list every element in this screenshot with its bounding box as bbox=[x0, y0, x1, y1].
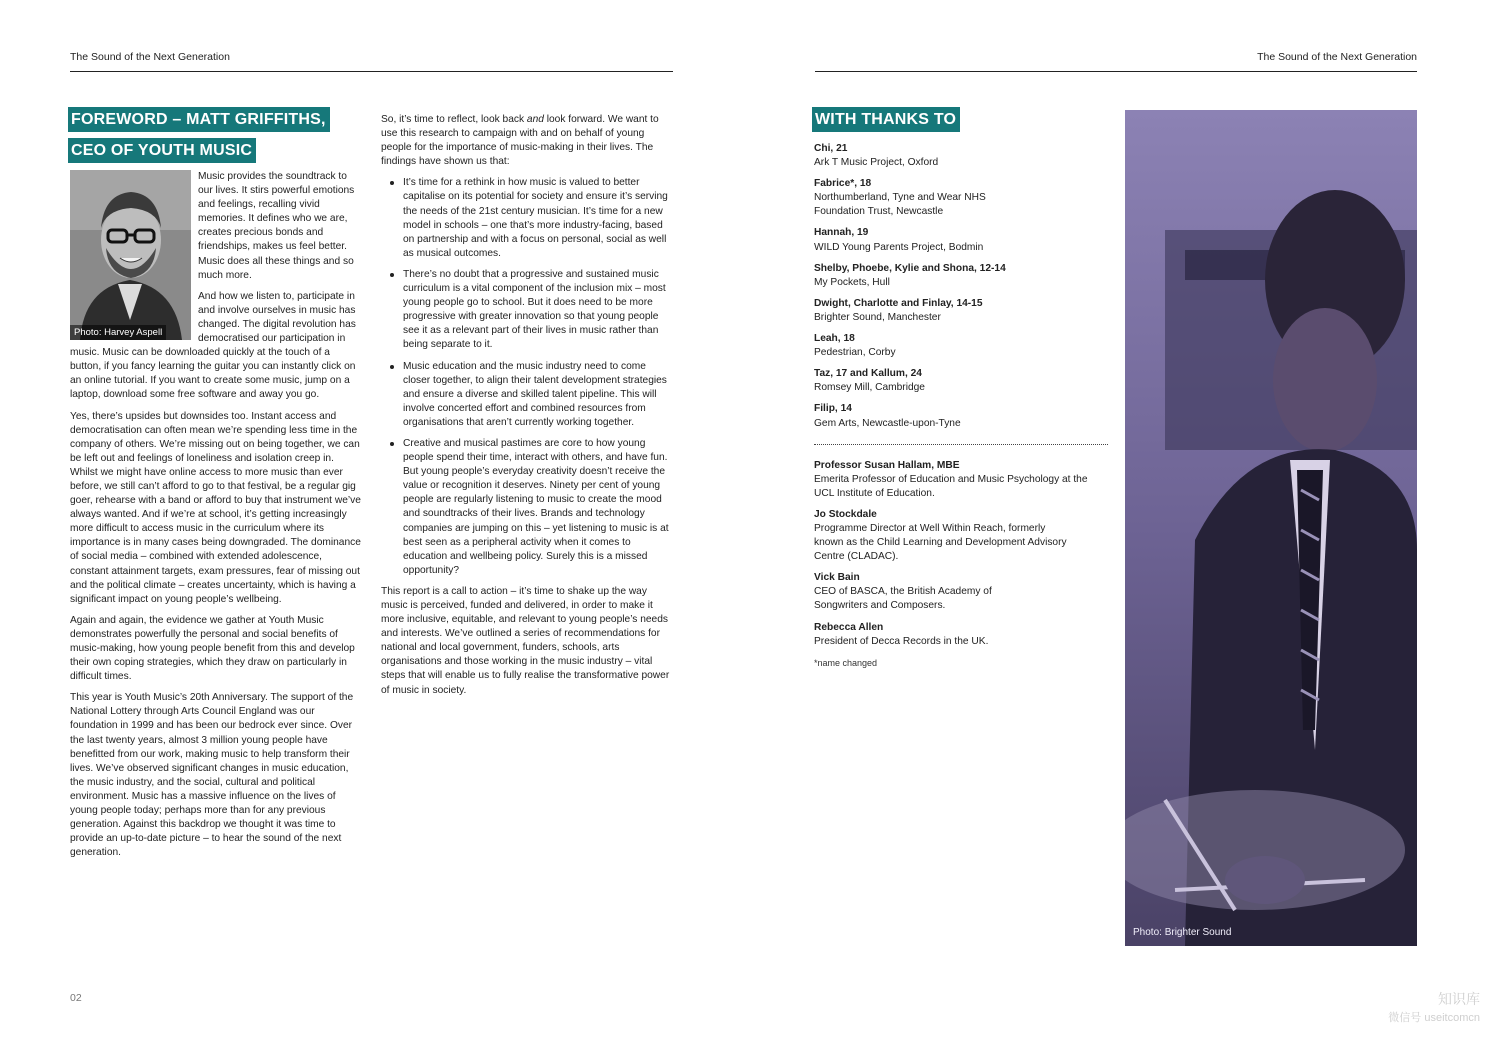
foreword-intro: So, it’s time to reflect, look back and look forward. We want to use this research to campaign with and on behalf of young people for the importance of music-making in their lives. The findings have shown us that: bbox=[381, 114, 659, 168]
foreword-para: Yes, there’s upsides but downsides too. Instant access and democratisation can often mean we’re spending less time in the company of others. We’re missing out on being together, we can be left out and feelings of loneliness and isolation creep in. Whilst we might have online access to more music than ever before, we still can’t afford to go to that festival, be a regular gig goer, rehearse with a band or afford to buy that instrument we’ve always wanted. And if we’re at school, it’s getting increasingly more difficult to access music in the curriculum where its importance is in many cases being downgraded. The dominance of social media – combined with extended adolescence, constant attainment targets, exam pressures, fear of missing out and the political climate – creates uncertainty, which is having a significant impact on young people’s wellbeing. bbox=[70, 410, 361, 605]
thanks-column bbox=[812, 107, 1108, 670]
foreword-para: Again and again, the evidence we gather at Youth Music demonstrates powerfully the personal and social benefits of music-making, how young people benefit from this and develop their own coping strategies, which they draw on particularly in difficult times. bbox=[70, 614, 355, 683]
thanks-entry: Shelby, Phoebe, Kylie and Shona, 12-14 My Pockets, Hull bbox=[814, 262, 1006, 288]
drummer-figure bbox=[1125, 110, 1417, 946]
portrait-photo bbox=[70, 170, 191, 340]
running-head: The Sound of the Next Generation bbox=[1257, 51, 1417, 63]
foreword-column-1 bbox=[68, 107, 363, 867]
list-item: Creative and musical pastimes are core to how young people spend their time, interact with others, and have fun. But young people’s everyday creativity doesn’t receive the value or recognition it deserves. Ninety per cent of young people are regularly listening to music to create the mood and soundtracks of their lives. Brands and technology companies are jumping on this – yet listening to music is at best seen as a peripheral activity when it comes to education and wellbeing policy. Surely this is a missed opportunity? bbox=[403, 437, 675, 578]
header-rule bbox=[70, 71, 673, 72]
portrait-caption: Photo: Harvey Aspell bbox=[70, 325, 166, 340]
drummer-photo bbox=[1125, 110, 1417, 946]
foreword-outro: This report is a call to action – it’s time to shake up the way music is perceived, funded and delivered, in order to make it more inclusive, equitable, and relevant to young people’s needs and interests. We’ve outlined a series of recommendations for national and local government, funders, schools, arts organisations and those working in the music industry – vital steps that will enable us to fully realise the transformative power of music in society. bbox=[381, 585, 670, 696]
thanks-entry: Professor Susan Hallam, MBE Emerita Professor of Education and Music Psychology at the UCL Institute of Education. bbox=[814, 459, 1088, 499]
footnote: *name changed bbox=[814, 657, 878, 668]
thanks-entry: Jo Stockdale Programme Director at Well Within Reach, formerly known as the Child Learning and Development Advisory Centre (CLADAC). bbox=[814, 508, 1067, 563]
thanks-entry: Vick Bain CEO of BASCA, the British Academy of Songwriters and Composers. bbox=[814, 572, 992, 612]
photo-caption: Photo: Brighter Sound bbox=[1133, 927, 1232, 938]
thanks-entry: Taz, 17 and Kallum, 24 Romsey Mill, Cambridge bbox=[814, 368, 925, 394]
foreword-column-2 bbox=[381, 113, 675, 705]
foreword-para: This year is Youth Music’s 20th Anniversary. The support of the National Lottery through Arts Council England was our foundation in 1999 and has been our bedrock ever since. Over the last twenty years, almost 3 million young people have benefitted from our work, making music to help transform their lives. We’ve observed significant changes in music education, the music industry, and the social, cultural and political environment. Music has a massive influence on the lives of young people today; perhaps more than for any previous generation. Against this backdrop we thought it was time to provide an up-to-date picture – to hear the sound of the next generation. bbox=[70, 692, 354, 859]
foreword-para: Music provides the soundtrack to our lives. It stirs powerful emotions and feelings, recalling vivid memories. It defines who we are, creates precious bonds and friendships, makes us feel better. Music does all these things and so much more. bbox=[198, 171, 355, 281]
thanks-entry: Chi, 21 Ark T Music Project, Oxford bbox=[814, 143, 939, 169]
thanks-entry: Fabrice*, 18 Northumberland, Tyne and Wear NHS Foundation Trust, Newcastle bbox=[814, 178, 986, 218]
header-rule bbox=[815, 71, 1417, 72]
list-item: It’s time for a rethink in how music is valued to better capitalise on its potential for society and ensure it’s serving the needs of the 21st century musician. It’s time for a new model in schools – one that’s more industry-facing, based on partnership and with a focus on personal, social as well as musical outcomes. bbox=[403, 176, 675, 261]
foreword-heading-line1: FOREWORD – MATT GRIFFITHS, bbox=[68, 107, 330, 132]
dotted-divider bbox=[814, 444, 1108, 445]
list-item: There’s no doubt that a progressive and sustained music curriculum is a vital component of the inclusion mix – most young people go to school. But it does need to be more progressive with greater innovation so that young people see it as a relevant part of their lives in music rather than being separate to it. bbox=[403, 268, 675, 353]
page-number-left: 02 bbox=[70, 992, 82, 1004]
running-head: The Sound of the Next Generation bbox=[70, 51, 230, 63]
list-item: Music education and the music industry need to come closer together, to align their talent development strategies and ensure a diverse and skilled talent pipeline. This will involve concerted effort and combined resources from organisations that aren’t currently working together. bbox=[403, 360, 675, 430]
foreword-para: And how we listen to, participate in and involve ourselves in music has changed. The digital revolution has democratised our participation in music. Music can be downloaded quickly at the touch of a button, if you fancy learning the guitar you can instantly click on an online tutorial. If you want to create some music, jump on a laptop, download some free software and away you go. bbox=[70, 290, 356, 401]
portrait-figure bbox=[70, 170, 191, 340]
right-page bbox=[744, 0, 1488, 1052]
findings-list bbox=[381, 176, 675, 578]
thanks-entry: Filip, 14 Gem Arts, Newcastle-upon-Tyne bbox=[814, 403, 961, 429]
thanks-entry: Leah, 18 Pedestrian, Corby bbox=[814, 333, 896, 359]
foreword-heading-line2: CEO OF YOUTH MUSIC bbox=[68, 138, 256, 163]
thanks-entry: Rebecca Allen President of Decca Records in the UK. bbox=[814, 621, 989, 647]
thanks-entry: Dwight, Charlotte and Finlay, 14-15 Brighter Sound, Manchester bbox=[814, 297, 983, 323]
thanks-entry: Hannah, 19 WILD Young Parents Project, Bodmin bbox=[814, 227, 984, 253]
watermark: 知识库 微信号 useitcomcn bbox=[1388, 991, 1480, 1024]
thanks-heading: WITH THANKS TO bbox=[812, 107, 960, 132]
